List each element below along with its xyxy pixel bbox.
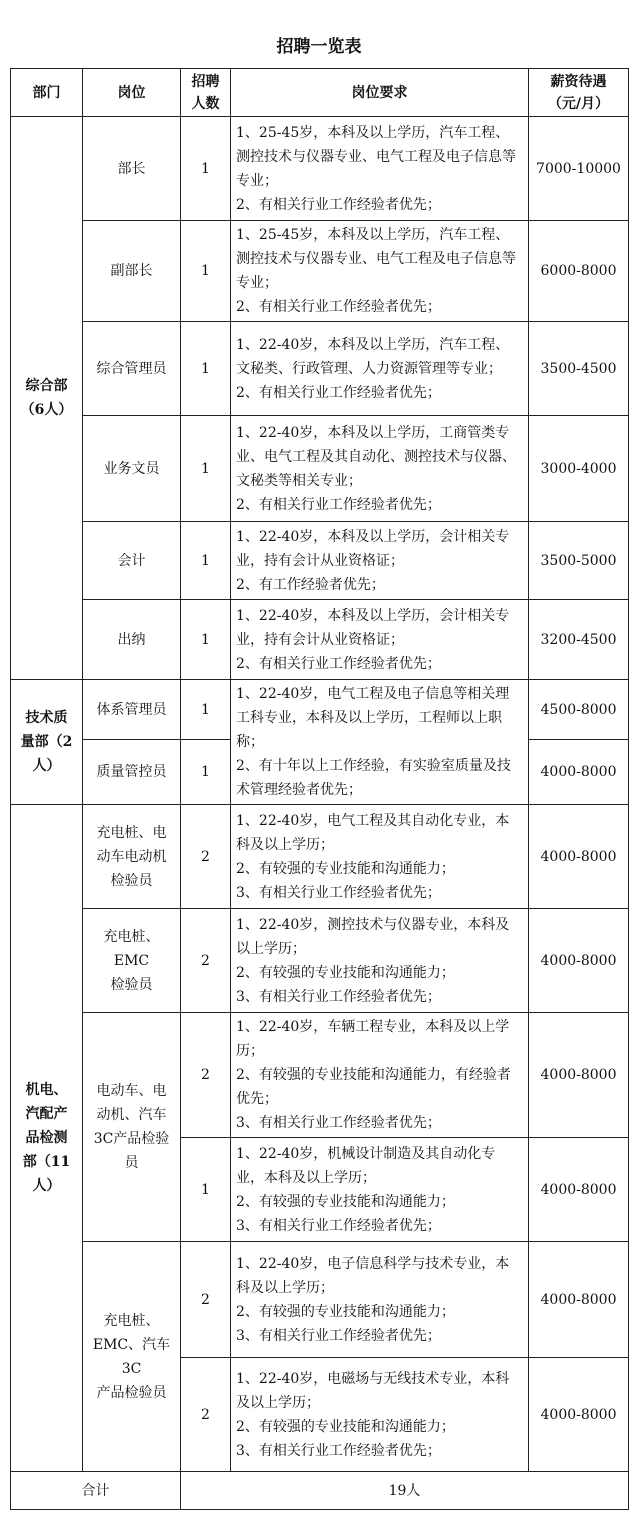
- dept-line: 部（11: [22, 1154, 71, 1170]
- count-cell: 1: [181, 740, 231, 805]
- position-line: 业务文员: [103, 460, 160, 477]
- total-row: [11, 1472, 629, 1510]
- table-row: [11, 680, 629, 740]
- position-line: 电动车、电: [96, 1083, 167, 1099]
- position-line: 3C产品检验: [93, 1131, 170, 1147]
- dept-line: 品检测: [25, 1130, 68, 1146]
- salary-cell: 3000-4000: [529, 416, 629, 522]
- table-row: [11, 805, 629, 909]
- requirement-line: 1、22-40岁，本科及以上学历，汽车工程、文秘类、行政管理、人力资源管理等专业；: [236, 336, 510, 377]
- salary-cell: 4000-8000: [529, 909, 629, 1013]
- dept-line: 人）: [32, 1178, 61, 1194]
- position-line: 部长: [117, 160, 146, 177]
- requirement-cell: [231, 1013, 529, 1138]
- salary-cell: 6000-8000: [529, 221, 629, 322]
- position-cell: [83, 117, 181, 221]
- position-line: 充电桩、EMC: [103, 928, 160, 969]
- position-line: 充电桩、电: [96, 824, 167, 841]
- requirement-line: 1、22-40岁，电气工程及电子信息等相关理工科专业，本科及以上学历，工程师以上职称；: [236, 686, 510, 750]
- header-count: [181, 69, 231, 117]
- requirement-line: 1、22-40岁，电子信息科学与技术专业，本科及以上学历；: [236, 1255, 510, 1296]
- requirement-line: 1、22-40岁，本科及以上学历，会计相关专业，持有会计从业资格证；: [236, 528, 510, 569]
- table-row: [11, 522, 629, 600]
- requirement-cell: [231, 522, 529, 600]
- requirement-line: 2、有相关行业工作经验者优先；: [236, 655, 441, 672]
- requirement-line: 1、25-45岁，本科及以上学历，汽车工程、测控技术与仪器专业、电气工程及电子信息等专业；: [236, 124, 516, 189]
- table-row: [11, 416, 629, 522]
- position-cell: [83, 1242, 181, 1472]
- requirement-line: 3、有相关行业工作经验者优先；: [236, 1217, 441, 1234]
- dept-line: 量部（2: [20, 734, 73, 750]
- table-row: [11, 322, 629, 416]
- dept-line: 机电、: [25, 1082, 68, 1098]
- requirement-cell: [231, 805, 529, 909]
- requirement-line: 1、25-45岁，本科及以上学历，汽车工程、测控技术与仪器专业、电气工程及电子信息等专业；: [236, 227, 516, 291]
- position-cell: [83, 680, 181, 740]
- dept-line: 综合部: [25, 378, 68, 394]
- table-row: [11, 1013, 629, 1138]
- requirement-line: 1、22-40岁，机械设计制造及其自动化专业，本科及以上学历；: [236, 1145, 496, 1186]
- position-line: 产品检验员: [96, 1384, 167, 1401]
- requirement-line: 3、有相关行业工作经验者优先；: [236, 1327, 441, 1344]
- requirement-line: 2、有相关行业工作经验者优先；: [236, 384, 441, 401]
- position-cell: [83, 221, 181, 322]
- header-salary-line: 薪资待遇: [550, 73, 607, 90]
- requirement-line: 3、有相关行业工作经验者优先；: [236, 988, 441, 1005]
- requirement-cell: [231, 1358, 529, 1472]
- table-row: [11, 1242, 629, 1358]
- table-row: [11, 909, 629, 1013]
- position-cell: [83, 600, 181, 680]
- requirement-line: 2、有相关行业工作经验者优先；: [236, 299, 441, 315]
- salary-cell: 4000-8000: [529, 1138, 629, 1242]
- count-cell: 1: [181, 416, 231, 522]
- header-requirement: 岗位要求: [231, 69, 529, 117]
- requirement-cell: [231, 416, 529, 522]
- requirement-line: 2、有十年以上工作经验，有实验室质量及技术管理经验者优先；: [236, 758, 511, 798]
- requirement-cell: [231, 1138, 529, 1242]
- salary-cell: 3500-4500: [529, 322, 629, 416]
- requirement-line: 1、22-40岁，车辆工程专业，本科及以上学历；: [236, 1019, 510, 1059]
- requirement-line: 1、22-40岁，电气工程及其自动化专业，本科及以上学历；: [236, 812, 510, 853]
- position-cell: [83, 1013, 181, 1242]
- total-label: 合计: [11, 1472, 181, 1510]
- count-cell: 2: [181, 909, 231, 1013]
- position-line: 员: [124, 1155, 139, 1171]
- dept-cell: [11, 117, 83, 680]
- table-body: [11, 117, 629, 1472]
- salary-cell: 4000-8000: [529, 805, 629, 909]
- position-line: 动车电动机: [96, 848, 167, 865]
- header-dept: 部门: [11, 69, 83, 117]
- requirement-line: 1、22-40岁，测控技术与仪器专业，本科及以上学历；: [236, 916, 510, 957]
- requirement-line: 2、有较强的专业技能和沟通能力；: [236, 860, 455, 877]
- salary-cell: 7000-10000: [529, 117, 629, 221]
- position-line: EMC、汽车3C: [92, 1336, 171, 1377]
- requirement-line: 2、有较强的专业技能和沟通能力；: [236, 1193, 455, 1210]
- requirement-cell: [231, 600, 529, 680]
- header-salary: [529, 69, 629, 117]
- count-cell: 1: [181, 1138, 231, 1242]
- requirement-line: 2、有较强的专业技能和沟通能力；: [236, 1303, 455, 1320]
- count-cell: 1: [181, 522, 231, 600]
- requirement-line: 2、有相关行业工作经验者优先；: [236, 196, 441, 213]
- position-cell: [83, 740, 181, 805]
- header-position: 岗位: [83, 69, 181, 117]
- count-cell: 2: [181, 1242, 231, 1358]
- requirement-line: 2、有较强的专业技能和沟通能力；: [236, 1418, 455, 1435]
- requirement-line: 2、有较强的专业技能和沟通能力；: [236, 964, 455, 981]
- table-row: [11, 117, 629, 221]
- salary-cell: 4000-8000: [529, 1358, 629, 1472]
- salary-cell: 3500-5000: [529, 522, 629, 600]
- dept-cell: [11, 805, 83, 1472]
- requirement-cell: [231, 909, 529, 1013]
- position-line: 会计: [117, 552, 146, 569]
- dept-line: 技术质: [25, 710, 68, 726]
- recruitment-table: [10, 68, 629, 1510]
- salary-cell: 3200-4500: [529, 600, 629, 680]
- header-count-line: 招聘: [191, 73, 220, 90]
- requirement-line: 3、有相关行业工作经验者优先；: [236, 1115, 441, 1131]
- dept-line: （6人）: [20, 402, 73, 418]
- requirement-line: 1、22-40岁，本科及以上学历，会计相关专业，持有会计从业资格证；: [236, 607, 510, 648]
- position-cell: [83, 805, 181, 909]
- count-cell: 1: [181, 600, 231, 680]
- count-cell: 2: [181, 1013, 231, 1138]
- salary-cell: 4000-8000: [529, 1013, 629, 1138]
- dept-cell: [11, 680, 83, 805]
- requirement-cell: [231, 117, 529, 221]
- position-line: 出纳: [117, 631, 146, 648]
- position-line: 副部长: [110, 263, 153, 279]
- requirement-cell: [231, 1242, 529, 1358]
- requirement-cell: [231, 322, 529, 416]
- header-salary-line: （元/月）: [547, 95, 610, 112]
- position-cell: [83, 909, 181, 1013]
- salary-cell: 4500-8000: [529, 680, 629, 740]
- count-cell: 1: [181, 117, 231, 221]
- header-count-line: 人数: [191, 95, 220, 112]
- requirement-cell: [231, 680, 529, 805]
- requirement-line: 2、有相关行业工作经验者优先；: [236, 496, 441, 513]
- position-line: 检验员: [110, 976, 153, 993]
- requirement-line: 3、有相关行业工作经验者优先；: [236, 884, 441, 901]
- position-line: 综合管理员: [96, 360, 167, 377]
- position-line: 质量管控员: [96, 764, 167, 781]
- requirement-line: 3、有相关行业工作经验者优先；: [236, 1442, 441, 1459]
- requirement-line: 2、有较强的专业技能和沟通能力，有经验者优先；: [236, 1067, 511, 1107]
- position-line: 体系管理员: [96, 701, 167, 718]
- position-cell: [83, 416, 181, 522]
- salary-cell: 4000-8000: [529, 1242, 629, 1358]
- requirement-line: 1、22-40岁，电磁场与无线技术专业，本科及以上学历；: [236, 1370, 510, 1411]
- dept-line: 人）: [32, 758, 61, 774]
- position-line: 检验员: [110, 872, 153, 889]
- requirement-line: 2、有工作经验者优先；: [236, 576, 385, 593]
- table-row: [11, 221, 629, 322]
- table-row: [11, 600, 629, 680]
- header-row: [11, 69, 629, 117]
- salary-cell: 4000-8000: [529, 740, 629, 805]
- position-cell: [83, 322, 181, 416]
- requirement-line: 1、22-40岁，本科及以上学历，工商管类专业、电气工程及其自动化、测控技术与仪器、文秘类等相关专业；: [236, 424, 516, 489]
- dept-line: 汽配产: [25, 1106, 68, 1122]
- total-value: 19人: [181, 1472, 629, 1510]
- count-cell: 2: [181, 805, 231, 909]
- count-cell: 2: [181, 1358, 231, 1472]
- position-line: 充电桩、: [103, 1312, 160, 1329]
- requirement-cell: [231, 221, 529, 322]
- position-line: 动机、汽车: [96, 1107, 167, 1123]
- count-cell: 1: [181, 322, 231, 416]
- count-cell: 1: [181, 221, 231, 322]
- position-cell: [83, 522, 181, 600]
- count-cell: 1: [181, 680, 231, 740]
- page-title: 招聘一览表: [276, 37, 362, 57]
